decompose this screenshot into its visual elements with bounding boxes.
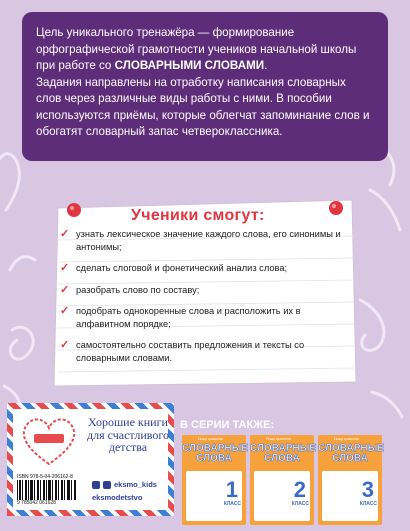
list-item: ✓ узнать лексическое значение каждого слова, его синонимы и антонимы; [60, 228, 341, 252]
list-item: ✓ самостоятельно составить предложения и тексты со словарными словами. [60, 339, 305, 363]
note-title: Ученики смогут: [131, 207, 265, 224]
social-kids[interactable]: eksmo_kids [92, 478, 157, 491]
social-icon [92, 481, 100, 489]
pin-icon [329, 201, 343, 215]
list-item: ✓ подобрать однокоренные слова и расположить их в алфавитном порядке; [60, 305, 301, 329]
checkmark-icon: ✓ [60, 339, 70, 351]
telegram-icon [103, 481, 111, 489]
skills-list [60, 228, 350, 373]
social-links [92, 478, 157, 504]
list-item: ✓ разобрать слово по составу; [60, 283, 200, 296]
book-cover-grade-1[interactable]: Пишу грамотно СЛОВАРНЫЕ СЛОВА 1 КЛАСС [182, 435, 246, 525]
isbn-label: ISBN 978-5-04-206162-8 [17, 474, 73, 480]
checkmark-icon: ✓ [60, 305, 70, 317]
heart-logo-icon [18, 412, 80, 468]
checkmark-icon: ✓ [60, 283, 70, 296]
isbn-digits: 9 785042 061628 [17, 500, 56, 506]
book-cover-grade-3[interactable]: Пишу грамотно СЛОВАРНЫЕ СЛОВА 3 КЛАСС [318, 435, 382, 525]
promo-slogan: Хорошие книги для счастливого детства [87, 415, 169, 454]
intro-paragraph-2: Задания направлены на отработку написания словарных слов через различные виды работы с ними. В пособии используются приёмы, которые облегчат запоминание слов и обогатят словарный запас четвероклассника. [36, 75, 370, 138]
pin-icon [67, 203, 81, 217]
intro-paragraph-1: Цель уникального тренажёра — формирование орфографической грамотности учеников начальной школы при работе со СЛОВАРНЫМИ СЛОВАМИ. [36, 26, 357, 72]
social-detstvo[interactable]: eksmodetstvo [92, 493, 143, 502]
checkmark-icon: ✓ [60, 228, 70, 240]
intro-emphasis: СЛОВАРНЫМИ СЛОВАМИ [114, 59, 265, 72]
checkmark-icon: ✓ [60, 262, 70, 274]
series-title: В СЕРИИ ТАКЖЕ: [180, 419, 275, 431]
list-item: ✓ сделать слоговой и фонетический анализ слова; [60, 262, 288, 274]
book-cover-grade-2[interactable]: Пишу грамотно СЛОВАРНЫЕ СЛОВА 2 КЛАСС [250, 435, 314, 525]
intro-box [22, 12, 388, 161]
barcode [17, 480, 77, 500]
